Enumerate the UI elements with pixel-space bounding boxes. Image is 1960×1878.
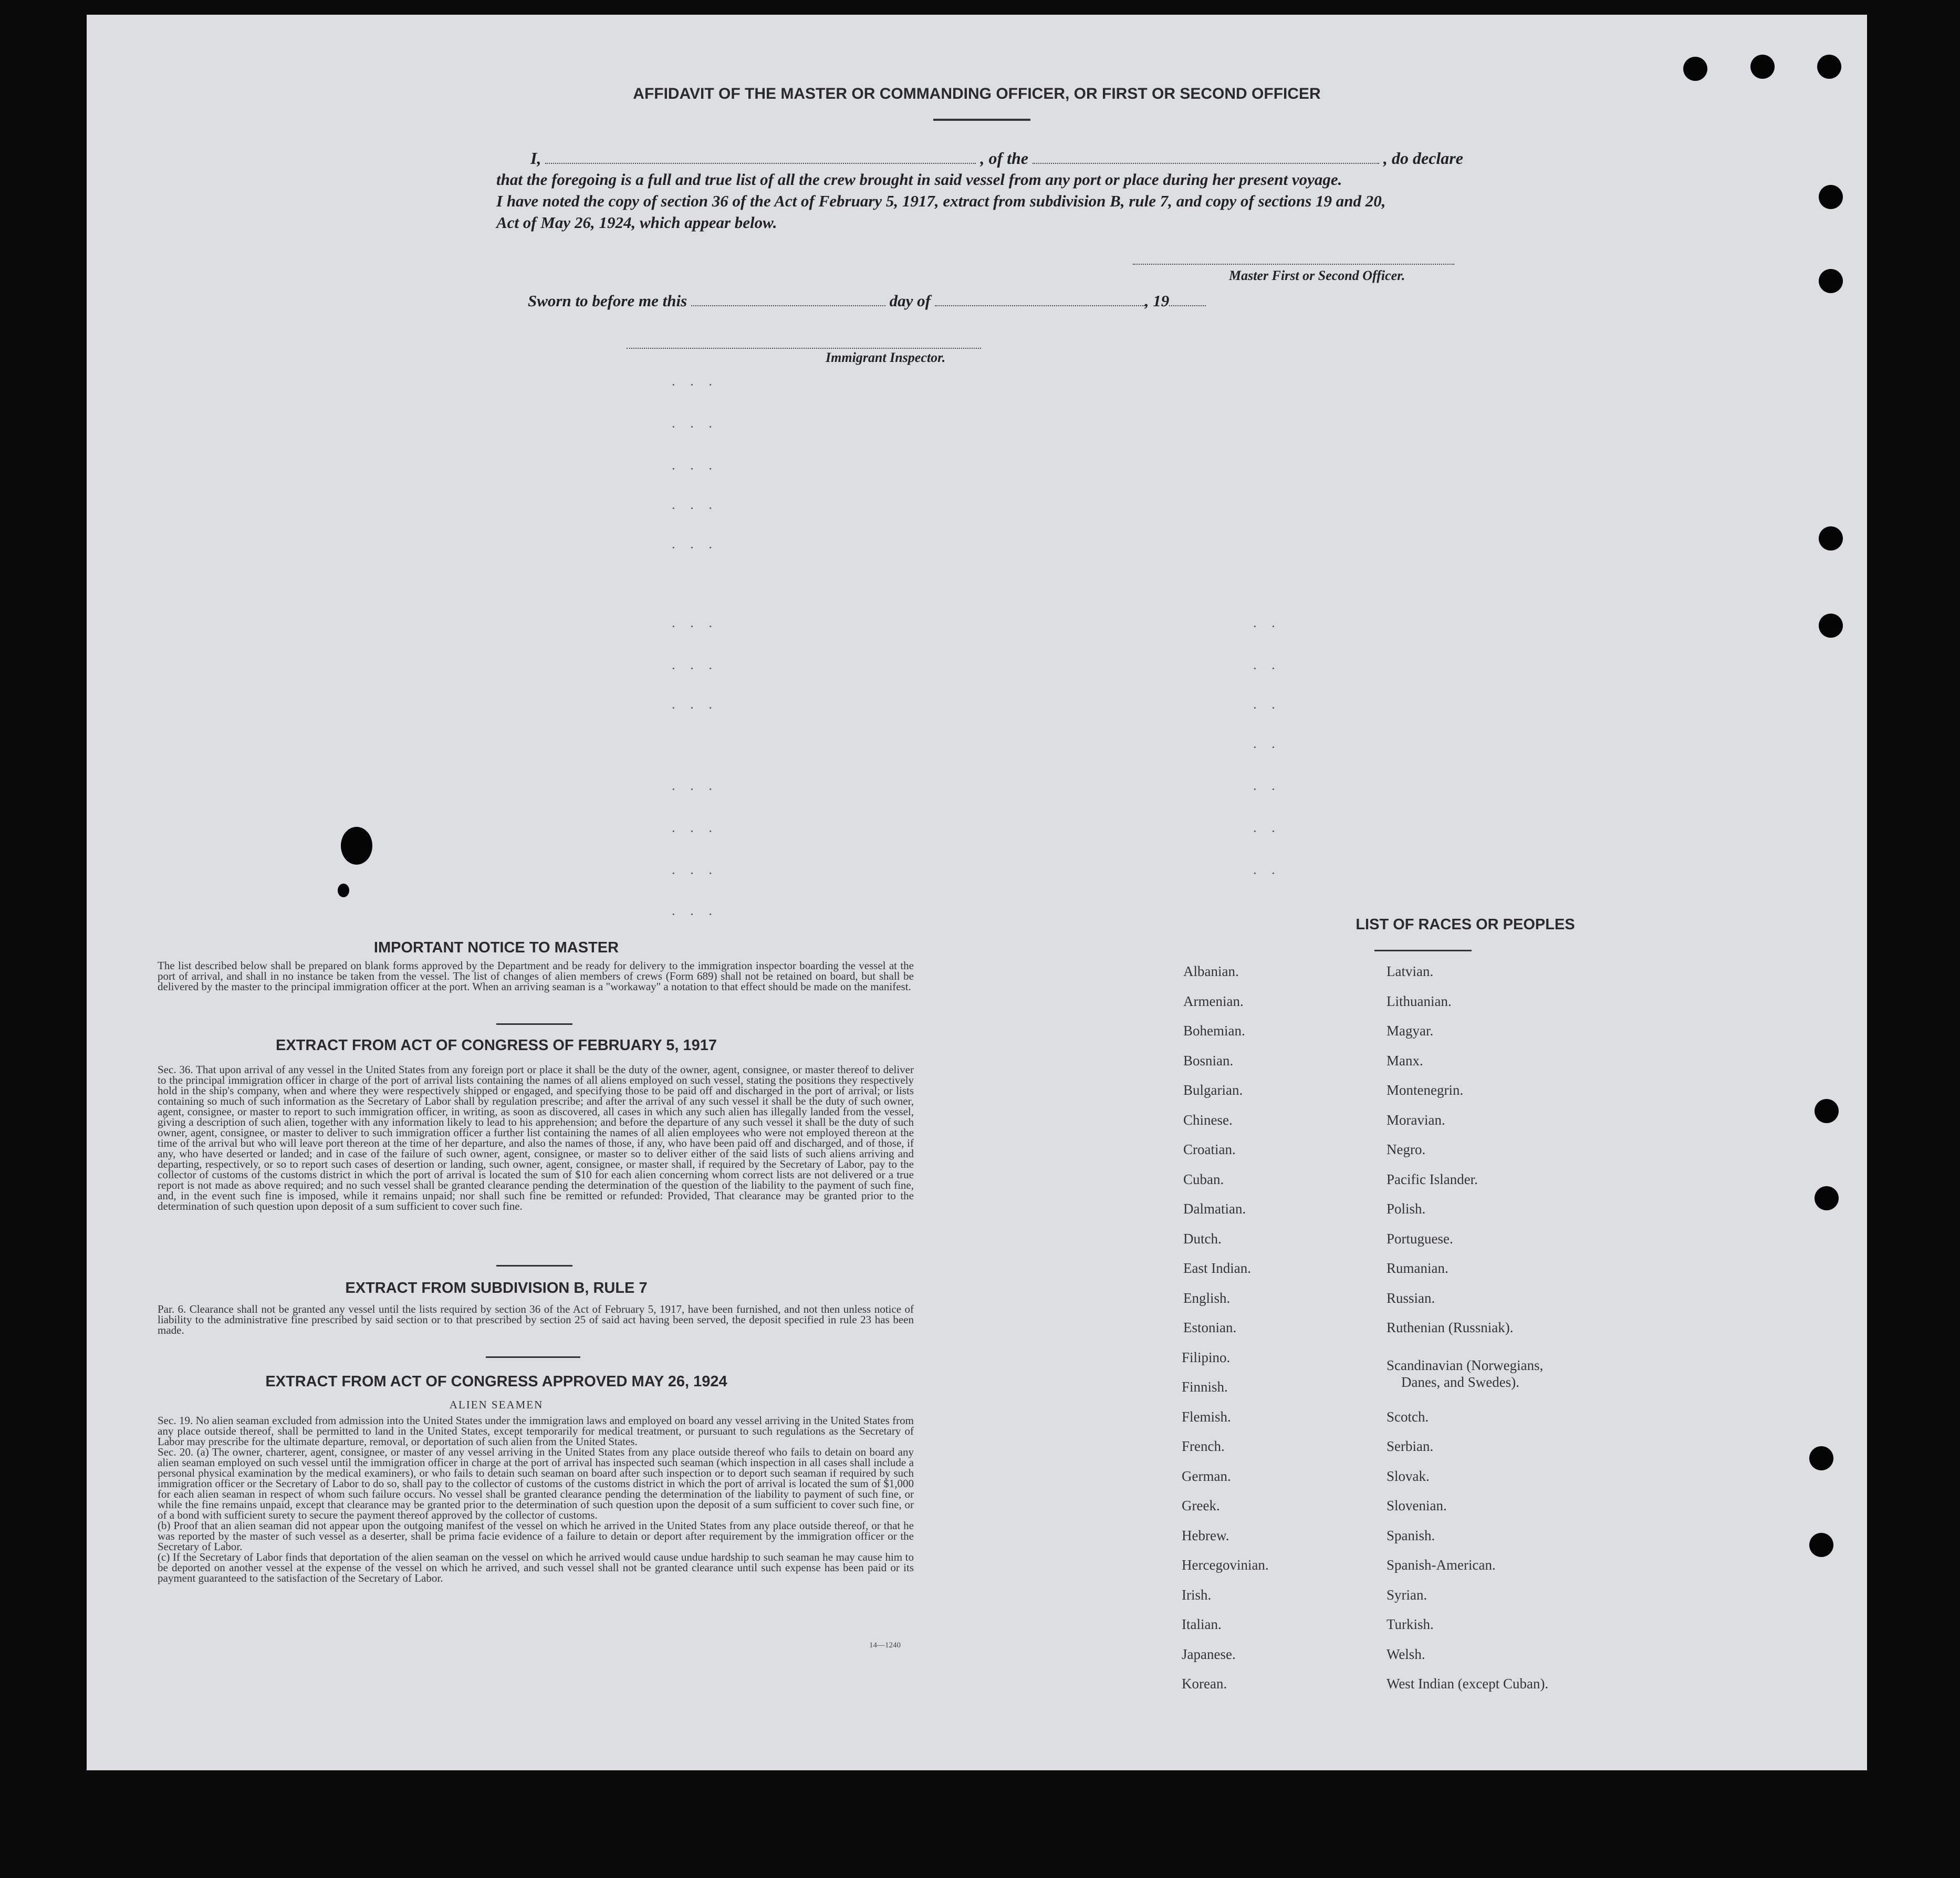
race-item: Spanish. [1386, 1528, 1435, 1543]
race-item: Bosnian. [1183, 1053, 1234, 1068]
declaration-line4: Act of May 26, 1924, which appear below. [496, 213, 777, 232]
sworn-day-field[interactable] [691, 295, 885, 306]
race-item: Italian. [1182, 1616, 1222, 1632]
day-of-text: day of [889, 292, 931, 310]
races-divider [1374, 950, 1472, 951]
ink-blot [338, 884, 349, 897]
leader-dots: · · · [671, 501, 718, 516]
leader-dots: · · [1253, 866, 1281, 881]
race-item: Estonian. [1183, 1320, 1237, 1335]
race-item: Rumanian. [1386, 1260, 1448, 1276]
race-item: Flemish. [1182, 1409, 1231, 1425]
declaration-line1 [530, 149, 1581, 168]
alien-seamen-subtitle: ALIEN SEAMEN [449, 1398, 544, 1411]
punch-hole [1819, 526, 1843, 551]
race-item: Cuban. [1183, 1171, 1224, 1187]
declaration-line3: I have noted the copy of section 36 of the Act of February 5, 1917, extract from subdivision B, rule 7, and copy of sections 19 and 20, [496, 192, 1386, 210]
leader-dots: · · [1253, 824, 1281, 839]
race-item: Magyar. [1386, 1023, 1434, 1039]
leader-dots: · · [1253, 619, 1281, 634]
divider [486, 1356, 580, 1358]
race-item: German. [1182, 1468, 1231, 1484]
leader-dots: · · · [671, 540, 718, 555]
race-item: Japanese. [1182, 1646, 1236, 1662]
divider [496, 1023, 572, 1025]
punch-hole [1809, 1533, 1833, 1557]
race-item: Dutch. [1183, 1231, 1222, 1247]
leader-dots: · · · [671, 907, 718, 922]
race-item: Slovak. [1386, 1468, 1430, 1484]
form-number: 14—1240 [869, 1641, 901, 1649]
race-item: Scotch. [1386, 1409, 1429, 1425]
extract-1924-title: EXTRACT FROM ACT OF CONGRESS APPROVED MAY 26, 1924 [265, 1373, 727, 1390]
leader-dots: · · · [671, 661, 718, 676]
race-item: Greek. [1182, 1498, 1220, 1513]
race-item: Irish. [1182, 1587, 1212, 1603]
sworn-line [528, 292, 1206, 310]
leader-dots: · · · [671, 782, 718, 797]
race-item: Chinese. [1183, 1112, 1233, 1128]
master-signature-label: Master First or Second Officer. [1229, 268, 1405, 283]
notice-text: The list described below shall be prepared on blank forms approved by the Department and be ready for delivery to the immigration inspector boarding the vessel at the port of arrival, and shall in no instance be taken from the vessel. The list of changes of alien members of crews (Form 689) shall not be retained on board, but shall be delivered by the master to the principal immigration officer at the port. When an arriving seaman is a "workaway" a notation to that effect should be made on the manifest. [158, 959, 914, 993]
leader-dots: · · · [671, 461, 718, 476]
leader-dots: · · [1253, 740, 1281, 755]
race-item: Finnish. [1182, 1379, 1228, 1395]
leader-dots: · · [1253, 700, 1281, 715]
notice-title: IMPORTANT NOTICE TO MASTER [373, 939, 619, 956]
leader-dots: · · · [671, 619, 718, 634]
punch-hole [1750, 55, 1775, 79]
punch-hole [1815, 1186, 1839, 1210]
divider [496, 1265, 572, 1267]
punch-hole [1815, 1099, 1839, 1123]
leader-dots: · · · [671, 377, 718, 392]
sworn-text: Sworn to before me this [528, 292, 687, 310]
leader-dots: · · · [671, 419, 718, 434]
race-item: French. [1182, 1438, 1225, 1454]
section-20b-text: (b) Proof that an alien seaman did not appear upon the outgoing manifest of the vessel on which he arrived in the United States from any place outside thereof, or that he was reported by the master of such vessel as a deserter, shall be prima facie evidence of a failure to detain or deport after requirement by the immigration officer or the Secretary of Labor. [158, 1519, 914, 1553]
race-item: Russian. [1386, 1290, 1435, 1306]
race-item: Spanish-American. [1386, 1557, 1496, 1573]
race-item: Croatian. [1183, 1142, 1236, 1157]
race-item: Syrian. [1386, 1587, 1427, 1603]
race-item: Serbian. [1386, 1438, 1434, 1454]
race-item: Pacific Islander. [1386, 1171, 1478, 1187]
declaration-declare: , do declare [1383, 149, 1463, 168]
punch-hole [1819, 614, 1843, 638]
leader-dots: · · [1253, 661, 1281, 676]
race-item: Slovenian. [1386, 1498, 1447, 1513]
race-item: Moravian. [1386, 1112, 1445, 1128]
race-item: Manx. [1386, 1053, 1423, 1068]
title-underline [933, 119, 1030, 121]
sworn-year-field[interactable] [1169, 295, 1206, 306]
race-item: Bulgarian. [1183, 1082, 1243, 1098]
year-prefix: , 19 [1144, 292, 1170, 310]
race-item: Hercegovinian. [1182, 1557, 1269, 1573]
leader-dots: · · [1253, 782, 1281, 797]
ink-blot [341, 827, 372, 865]
extract-1917-text: Sec. 36. That upon arrival of any vessel in the United States from any foreign port or place it shall be the duty of the owner, agent, consignee, or master thereof to deliver to the principal immigration officer in charge of the port of arrival lists containing the names of all aliens employed on such vessel, stating the positions they respectively hold in the ship's company, when and where they were respectively shipped or engaged, and specifying those to be paid off and discharged in the port of arrival; or lists containing so much of such information as the Secretary of Labor shall by regulation prescribe; and after the arrival of any such vessel it shall be the duty of such owner, agent, consignee, or master to report to such immigration officer, in writing, as soon as discovered, all cases in which any such alien has illegally landed from the vessel, giving a description of such alien, together with any information likely to lead to his apprehension; and before the departure of any such vessel it shall be the duty of such owner, agent, consignee, or master to deliver to such immigration officer a further list containing the names of all alien employees who were not employed thereon at the time of the arrival but who will leave port thereon at the time of her departure, and also the names of those, if any, who have been paid off and discharged, and of those, if any, who have deserted or landed; and in case of the failure of such owner, agent, consignee, or master so to deliver either of the said lists of such aliens arriving and departing, respectively, or so to report such cases of desertion or landing, such owner, agent, consignee, or master shall, if required by the Secretary of Labor, pay to the collector of customs of the customs district in which the port of arrival is located the sum of $10 for each alien concerning whom correct lists are not delivered or a true report is not made as above required; and no such vessel shall be granted clearance pending the determination of the question of the liability to the payment of such fine, and, in the event such fine is imposed, while it remains unpaid; nor shall such fine be remitted or refunded: Provided, That clearance may be granted prior to the determination of such question upon deposit of a sum sufficient to cover such fine. [158, 1063, 914, 1212]
races-title: LIST OF RACES OR PEOPLES [1356, 916, 1575, 933]
race-item: Welsh. [1386, 1646, 1425, 1662]
race-item: Lithuanian. [1386, 993, 1452, 1009]
declarant-name-field[interactable] [545, 151, 976, 164]
race-item: West Indian (except Cuban). [1386, 1676, 1549, 1692]
race-item: Danes, and Swedes). [1401, 1374, 1519, 1390]
race-item: Bohemian. [1183, 1023, 1245, 1039]
declaration-i: I, [530, 149, 541, 168]
sworn-month-field[interactable] [935, 295, 1145, 306]
race-item: Turkish. [1386, 1616, 1434, 1632]
punch-hole [1809, 1446, 1833, 1470]
rule7-title: EXTRACT FROM SUBDIVISION B, RULE 7 [345, 1280, 648, 1296]
extract-1924-body [158, 1415, 914, 1583]
race-item: Latvian. [1386, 963, 1434, 979]
punch-hole [1819, 269, 1843, 293]
punch-hole [1683, 57, 1707, 81]
race-item: East Indian. [1183, 1260, 1251, 1276]
leader-dots: · · · [671, 866, 718, 881]
race-item: Portuguese. [1386, 1231, 1453, 1247]
document-page [87, 15, 1867, 1770]
extract-1917-title: EXTRACT FROM ACT OF CONGRESS OF FEBRUARY 5, 1917 [275, 1037, 717, 1054]
punch-hole [1819, 185, 1843, 209]
inspector-signature-field[interactable] [627, 346, 981, 349]
race-item: English. [1183, 1290, 1231, 1306]
vessel-name-field[interactable] [1033, 151, 1379, 164]
inspector-signature-label: Immigrant Inspector. [826, 350, 946, 365]
race-item: Negro. [1386, 1142, 1426, 1157]
declaration-of-the: , of the [980, 149, 1028, 168]
leader-dots: · · · [671, 700, 718, 715]
section-20a-text: Sec. 20. (a) The owner, charterer, agent, consignee, or master of any vessel arriving in the United States from any place outside thereof who fails to detain on board any alien seaman employed on such vessel until the immigration officer in charge at the port of arrival has inspected such seaman (which inspection in all cases shall include a personal physical examination by the medical examiners), or who fails to detain such seaman on board after such inspection or to deport such seaman if required by such immigration officer or the Secretary of Labor to do so, shall pay to the collector of customs of the customs district in which the port of arrival is located the sum of $1,000 for each alien seaman in respect of whom such failure occurs. No vessel shall be granted clearance pending the determination of the liability to payment of such fine, or while the fine remains unpaid, except that clearance may be granted prior to the determination of such question upon the deposit of a sum sufficient to cover such fine, or of a bond with sufficient surety to secure the payment thereof approved by the collector of customs. [158, 1446, 914, 1521]
race-item: Polish. [1386, 1201, 1426, 1217]
leader-dots: · · · [671, 824, 718, 839]
race-item: Filipino. [1182, 1350, 1231, 1365]
affidavit-title: AFFIDAVIT OF THE MASTER OR COMMANDING OFFICER, OR FIRST OR SECOND OFFICER [633, 85, 1321, 102]
race-item: Dalmatian. [1183, 1201, 1246, 1217]
section-20c-text: (c) If the Secretary of Labor finds that deportation of the alien seaman on the vessel on which he arrived would cause undue hardship to such seaman he may cause him to be deported on another vessel at the expense of the vessel on which he arrived, and such vessel shall not be granted clearance until such expense has been paid or its payment guaranteed to the satisfaction of the Secretary of Labor. [158, 1551, 914, 1584]
punch-hole [1817, 55, 1841, 79]
race-item: Montenegrin. [1386, 1082, 1464, 1098]
declaration-line2: that the foregoing is a full and true list of all the crew brought in said vessel from any port or place during her present voyage. [496, 170, 1342, 189]
race-item: Armenian. [1183, 993, 1244, 1009]
section-19-text: Sec. 19. No alien seaman excluded from admission into the United States under the immigration laws and employed on board any vessel arriving in the United States from any place outside thereof, shall be permitted to land in the United States, except temporarily for medical treatment, or pursuant to such regulations as the Secretary of Labor may prescribe for the ultimate departure, removal, or deportation of such alien from the United States. [158, 1414, 914, 1448]
race-item: Korean. [1182, 1676, 1227, 1692]
race-item: Scandinavian (Norwegians, [1386, 1357, 1544, 1373]
master-signature-field[interactable] [1133, 262, 1454, 265]
race-item: Albanian. [1183, 963, 1239, 979]
rule7-text: Par. 6. Clearance shall not be granted any vessel until the lists required by section 36 of the Act of February 5, 1917, have been furnished, and not then unless notice of liability to the administrative fine prescribed by said section or to that prescribed by section 25 of said act having been served, the deposit specified in rule 23 has been made. [158, 1303, 914, 1336]
race-item: Hebrew. [1182, 1528, 1229, 1543]
race-item: Ruthenian (Russniak). [1386, 1320, 1514, 1335]
